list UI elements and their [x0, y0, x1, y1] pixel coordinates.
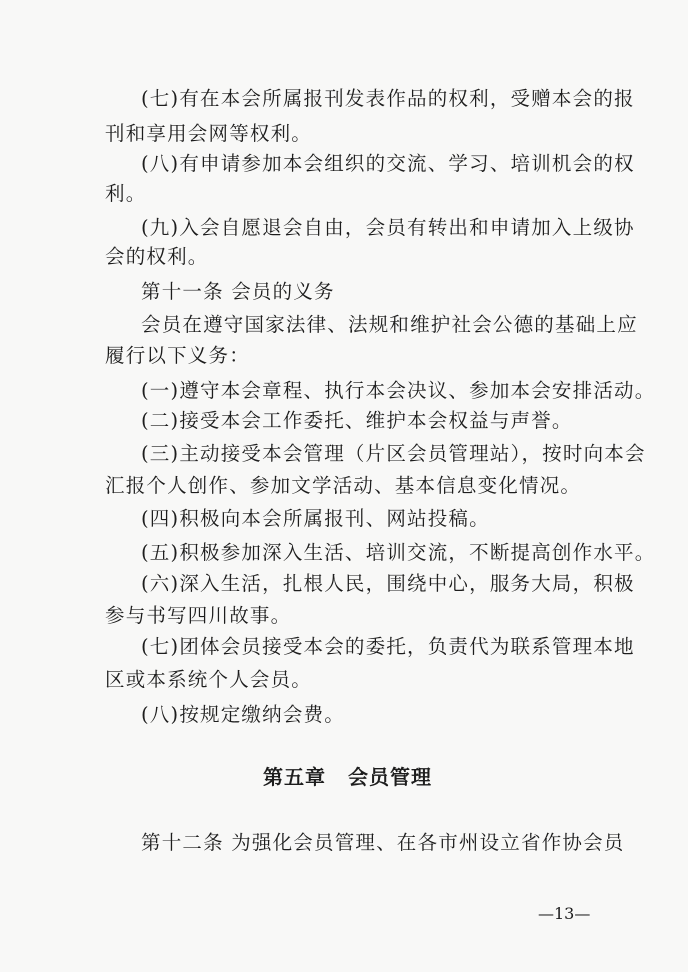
text-line: 履行以下义务： [105, 344, 250, 367]
text-line: 参与书写四川故事。 [105, 604, 292, 627]
text-line: (八)有申请参加本会组织的交流、学习、培训机会的权 [141, 152, 635, 175]
text-line: 刊和享用会网等权利。 [105, 122, 313, 145]
text-line: (三)主动接受本会管理（片区会员管理站），按时向本会 [141, 442, 646, 465]
chapter-title: 会员管理 [348, 765, 432, 789]
section-heading: 第十一条 会员的义务 [141, 280, 335, 303]
text-line: 会的权利。 [105, 245, 209, 268]
text-line: (一)遵守本会章程、执行本会决议、参加本会安排活动。 [141, 379, 656, 402]
chapter-number: 第五章 [263, 765, 326, 789]
text-line: 利。 [105, 182, 147, 205]
text-line: 汇报个人创作、参加文学活动、基本信息变化情况。 [105, 474, 582, 497]
text-line: 区或本系统个人会员。 [105, 668, 313, 691]
text-line: (六)深入生活，扎根人民，围绕中心，服务大局，积极 [141, 572, 635, 595]
text-line: (五)积极参加深入生活、培训交流，不断提高创作水平。 [141, 541, 656, 564]
text-line: 第十二条 为强化会员管理、在各市州设立省作协会员 [141, 831, 625, 854]
text-line: (七)有在本会所属报刊发表作品的权利，受赠本会的报 [141, 87, 635, 110]
text-line: (九)入会自愿退会自由，会员有转出和申请加入上级协 [141, 216, 635, 239]
chapter-heading [263, 764, 432, 790]
text-line: (七)团体会员接受本会的委托，负责代为联系管理本地 [141, 635, 635, 658]
text-line: (二)接受本会工作委托、维护本会权益与声誉。 [141, 409, 573, 432]
text-line: 会员在遵守国家法律、法规和维护社会公德的基础上应 [141, 313, 638, 336]
text-line: (四)积极向本会所属报刊、网站投稿。 [141, 507, 490, 530]
page-number: —13— [538, 904, 591, 923]
text-line: (八)按规定缴纳会费。 [141, 703, 345, 726]
